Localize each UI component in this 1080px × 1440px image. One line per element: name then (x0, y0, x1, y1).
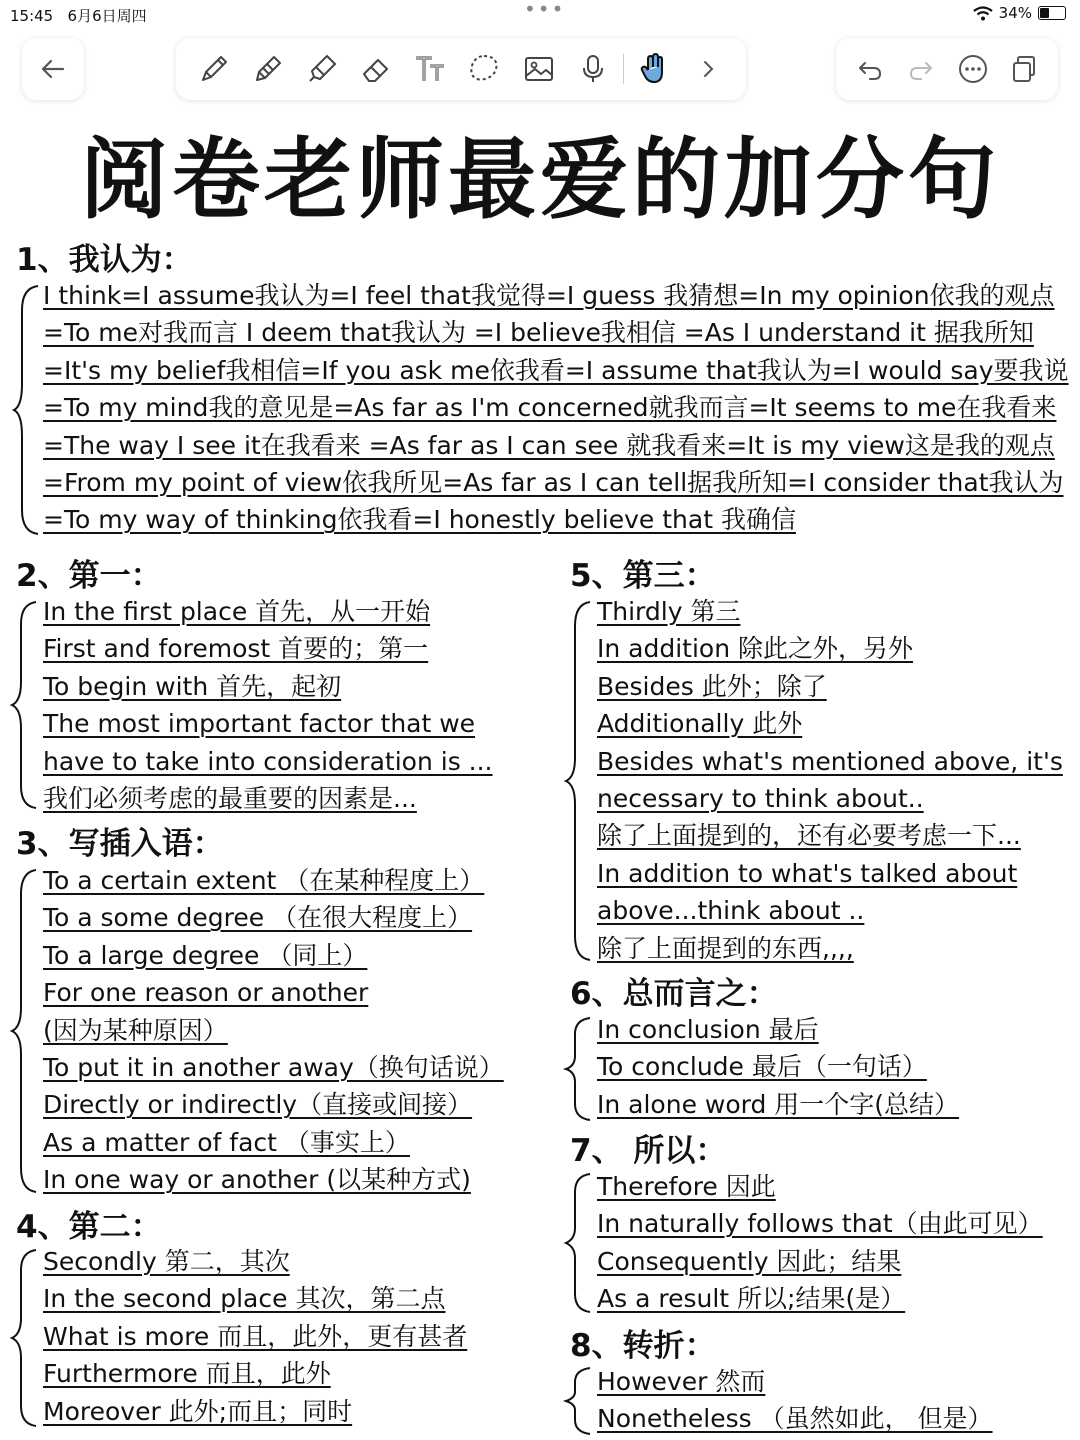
section-5-line: necessary to think about.. (597, 784, 924, 814)
section-2-line: have to take into consideration is ... (43, 746, 493, 776)
section-5-line: 除了上面提到的，还有必要考虑一下... (597, 821, 1021, 851)
section-7-line: As a result 所以;结果(是） (597, 1284, 906, 1314)
section-3-line: Directly or indirectly（直接或间接） (43, 1090, 473, 1120)
section-5-line: Thirdly 第三 (597, 597, 741, 626)
section-8-lines (597, 1363, 993, 1438)
status-bar (0, 0, 1080, 28)
section-6-line: To conclude 最后（一句话） (597, 1052, 927, 1082)
section-6-brace (558, 1016, 598, 1122)
section-5-line: 除了上面提到的东西,,,, (597, 933, 854, 963)
section-8-line: However 然而 (597, 1367, 766, 1396)
eraser-icon[interactable] (352, 45, 400, 93)
redo-icon[interactable] (897, 45, 945, 93)
battery-percent: 34% (998, 4, 1032, 22)
chevron-right-icon[interactable] (684, 45, 732, 93)
section-1-line: =To my mind我的意见是=As far as I'm concerned就我而言=It seems to me在我看来 (43, 393, 1057, 423)
multitasking-dots-icon[interactable]: ••• (524, 0, 566, 21)
section-6-line: In conclusion 最后 (597, 1015, 819, 1044)
status-right (973, 4, 1066, 22)
status-time: 15:45 6月6日周四 (10, 7, 147, 25)
section-4-line: In the second place 其次，第二点 (43, 1284, 446, 1314)
section-6-heading: 6、总而言之： (570, 976, 778, 1012)
section-1-line: =To me对我而言 I deem that我认为 =I believe我相信 =As I understand it 据我所知 (43, 318, 1034, 348)
section-2-lines (43, 593, 493, 817)
section-5-line: Besides what's mentioned above, it's (597, 746, 1063, 776)
wifi-icon (973, 6, 993, 21)
battery-icon (1038, 6, 1066, 20)
section-3-brace (4, 868, 44, 1194)
status-date: 6月6日周四 (67, 7, 147, 25)
section-7-lines (597, 1168, 1043, 1318)
section-2-line: To begin with 首先，起初 (43, 671, 342, 701)
section-5-line: Besides 此外；除了 (597, 671, 827, 701)
section-2-heading: 2、第一： (16, 558, 162, 594)
section-5-line: In addition to what's talked about (597, 858, 1018, 888)
section-4-line: What is more 而且，此外，更有甚者 (43, 1321, 468, 1351)
marker-icon[interactable] (298, 45, 346, 93)
back-button[interactable] (22, 38, 84, 100)
section-1-line: =From my point of view依我所见=As far as I can tell据我所知=I consider that我认为 (43, 468, 1064, 498)
hand-pointer-icon[interactable] (630, 45, 678, 93)
section-1-brace (6, 284, 46, 536)
lasso-icon[interactable] (460, 45, 508, 93)
section-4-brace (4, 1248, 44, 1428)
section-3-line: To a some degree （在很大程度上） (43, 903, 473, 933)
pages-icon[interactable] (1000, 45, 1048, 93)
section-7-heading: 7、 所以： (570, 1133, 727, 1169)
section-1-line: I think=I assume我认为=I feel that我觉得=I guess 我猜想=In my opinion依我的观点 (43, 281, 1055, 310)
section-5-line: In addition 除此之外，另外 (597, 634, 914, 664)
section-3-line: As a matter of fact （事实上） (43, 1127, 410, 1157)
tools-bar (176, 38, 746, 100)
section-2-brace (4, 600, 44, 810)
section-2-line: 我们必须考虑的最重要的因素是... (43, 784, 417, 814)
section-3-line: For one reason or another (43, 978, 369, 1008)
section-3-heading: 3、写插入语： (16, 826, 224, 862)
section-8-line: Nonetheless （虽然如此， 但是） (597, 1404, 993, 1434)
section-4-line: Moreover 此外;而且；同时 (43, 1396, 353, 1426)
section-5-brace (558, 600, 598, 962)
section-4-heading: 4、第二： (16, 1209, 162, 1245)
section-3-line: In one way or another (以某种方式) (43, 1165, 471, 1195)
page-title: 阅卷老师最爱的加分句 (79, 128, 1000, 231)
image-icon[interactable] (515, 45, 563, 93)
section-1-line: =To my way of thinking依我看=I honestly believe that 我确信 (43, 505, 796, 535)
section-3-line: To put it in another away（换句话说） (43, 1053, 504, 1083)
section-5-lines (597, 593, 1063, 967)
section-7-brace (558, 1172, 598, 1314)
section-4-lines (43, 1243, 467, 1430)
section-8-heading: 8、转折： (570, 1328, 716, 1364)
pencil-icon[interactable] (190, 45, 238, 93)
more-icon[interactable] (949, 45, 997, 93)
section-6-line: In alone word 用一个字(总结） (597, 1089, 960, 1119)
section-3-line: To a certain extent （在某种程度上） (43, 866, 485, 895)
section-7-line: In naturally follows that（由此可见） (597, 1209, 1043, 1239)
microphone-icon[interactable] (569, 45, 617, 93)
section-3-lines (43, 862, 504, 1199)
arrow-left-icon[interactable] (39, 55, 67, 83)
undo-icon[interactable] (846, 45, 894, 93)
section-4-line: Furthermore 而且，此外 (43, 1359, 331, 1389)
section-5-line: Additionally 此外 (597, 709, 803, 739)
section-1-line: =The way I see it在我看来 =As far as I can see 就我看来=It is my view这是我的观点 (43, 430, 1055, 460)
toolbar (0, 28, 1080, 100)
section-2-line: In the first place 首先，从一开始 (43, 597, 431, 626)
toolbar-divider (623, 54, 624, 84)
section-1-line: =It's my belief我相信=If you ask me依我看=I assume that我认为=I would say要我说 (43, 355, 1069, 385)
section-7-line: Consequently 因此；结果 (597, 1246, 902, 1276)
section-3-line: To a large degree （同上） (43, 940, 368, 970)
edit-bar (836, 38, 1058, 100)
section-7-line: Therefore 因此 (597, 1172, 776, 1201)
pen-icon[interactable] (244, 45, 292, 93)
section-1-lines (43, 277, 1069, 539)
section-2-line: First and foremost 首要的；第一 (43, 634, 429, 664)
section-4-line: Secondly 第二，其次 (43, 1247, 290, 1276)
section-6-lines (597, 1011, 959, 1123)
section-1-heading: 1、我认为： (16, 242, 193, 278)
section-2-line: The most important factor that we (43, 709, 476, 739)
text-tool-icon[interactable] (406, 45, 454, 93)
section-8-brace (558, 1366, 598, 1436)
section-5-heading: 5、第三： (570, 558, 716, 594)
section-3-line: (因为某种原因） (43, 1015, 228, 1045)
section-5-line: above...think about .. (597, 896, 865, 926)
